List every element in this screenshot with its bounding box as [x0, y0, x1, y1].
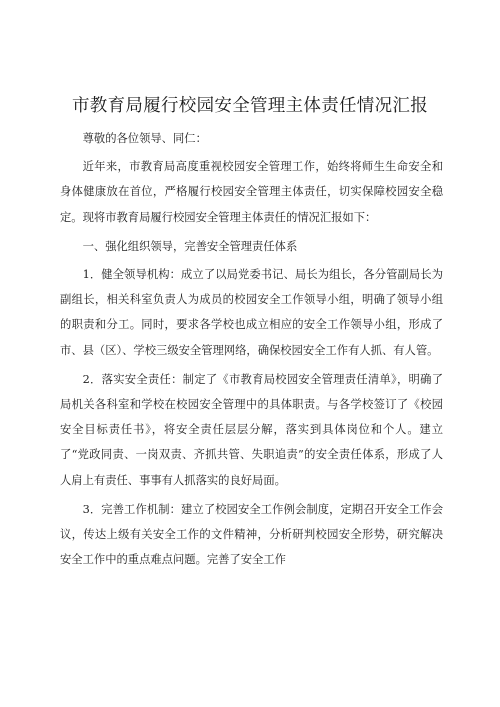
item-paragraph-2: 2．落实安全责任：制定了《市教育局校园安全管理责任清单》，明确了局机关各科室和学校在校园安全管理中的具体职责。与各学校签订了《校园安全目标责任书》，将安全责任层层分解，落实到具体岗位和个人。建立了“党政同责、一岗双责、齐抓共管、失职追责”的安全责任体系，形成了人人肩上有责任、事事有人抓落实的良好局面。 [60, 372, 443, 487]
greeting-paragraph: 尊敬的各位领导、同仁： [82, 132, 207, 145]
item-paragraph-3: 3．完善工作机制：建立了校园安全工作例会制度，定期召开安全工作会议，传达上级有关安全工作的文件精神，分析研判校园安全形势，研究解决安全工作中的重点难点问题。完善了安全工作 [60, 502, 443, 567]
document-title: 市教育局履行校园安全管理主体责任情况汇报 [72, 96, 428, 116]
section-heading-1: 一、强化组织领导，完善安全管理责任体系 [82, 239, 298, 253]
document-body [60, 126, 443, 576]
item-paragraph-1: 1．健全领导机构：成立了以局党委书记、局长为组长，各分管副局长为副组长，相关科室负责人为成员的校园安全工作领导小组，明确了领导小组的职责和分工。同时，要求各学校也成立相应的安全工作领导小组，形成了市、县（区）、学校三级安全管理网络，确保校园安全工作有人抓、有人管。 [60, 268, 443, 357]
intro-paragraph: 近年来，市教育局高度重视校园安全管理工作，始终将师生生命安全和身体健康放在首位，严格履行校园安全管理主体责任，切实保障校园安全稳定。现将市教育局履行校园安全管理主体责任的情况汇报如下： [60, 160, 443, 224]
